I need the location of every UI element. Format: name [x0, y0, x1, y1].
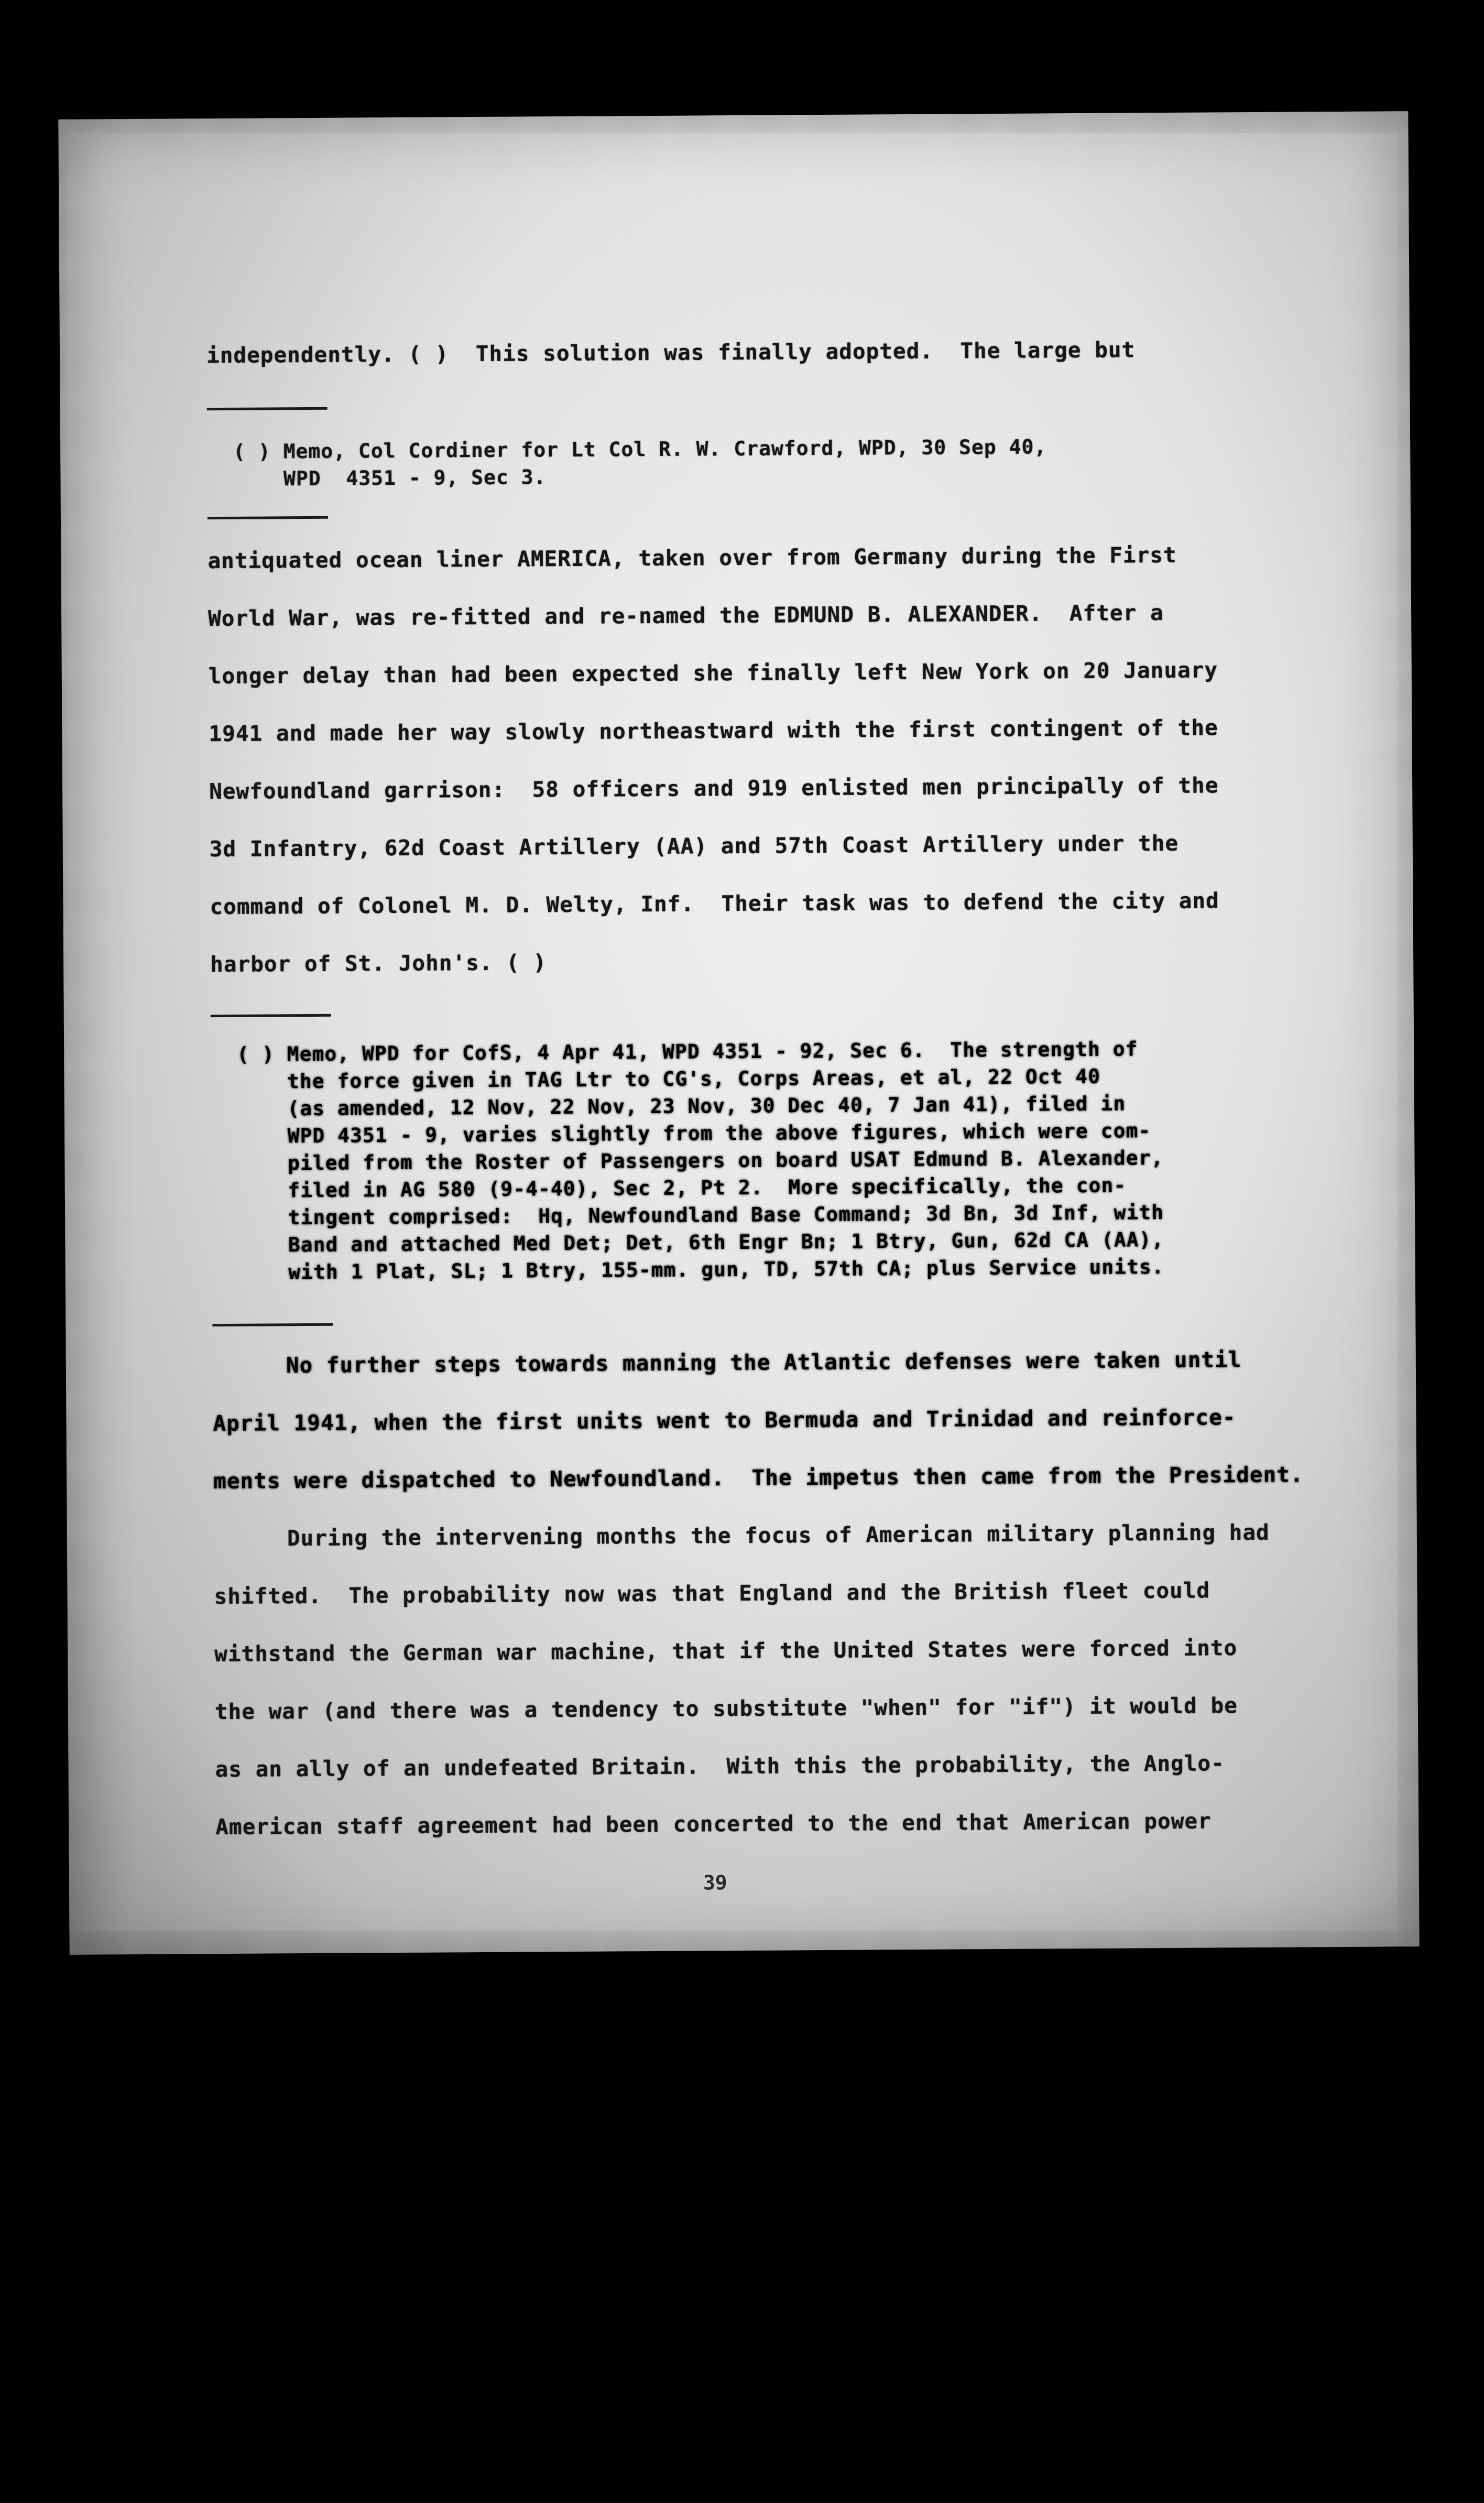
footnote-rule-1 — [207, 407, 328, 410]
body-line-2: antiquated ocean liner AMERICA, taken over from Germany during the First — [208, 542, 1177, 574]
footnote-1-line-1: ( ) Memo, Col Cordiner for Lt Col R. W. Crawford, WPD, 30 Sep 40, — [233, 435, 1047, 463]
footnote-rule-4 — [212, 1323, 333, 1326]
body-line-13: During the intervening months the focus of American military planning had — [287, 1519, 1270, 1551]
body-line-17: as an ally of an undefeated Britain. With this the probability, the Anglo- — [215, 1750, 1225, 1782]
body-line-12: ments were dispatched to Newfoundland. The impetus then came from the President. — [213, 1462, 1304, 1494]
footnote-2-line-9: with 1 Plat, SL; 1 Btry, 155-mm. gun, TD, 57th CA; plus Service units. — [238, 1255, 1164, 1284]
body-line-11: April 1941, when the first units went to Bermuda and Trinidad and reinforce- — [213, 1405, 1236, 1436]
footnote-2-line-4: WPD 4351 - 9, varies slightly from the above figures, which were com- — [237, 1119, 1151, 1148]
footnote-2-line-3: (as amended, 12 Nov, 22 Nov, 23 Nov, 30 Dec 40, 7 Jan 41), filed in — [237, 1092, 1126, 1120]
footnote-1-line-2: WPD 4351 - 9, Sec 3. — [233, 465, 547, 491]
body-line-3: World War, was re-fitted and re-named the EDMUND B. ALEXANDER. After a — [208, 600, 1164, 632]
footnote-2-line-5: piled from the Roster of Passengers on board USAT Edmund B. Alexander, — [237, 1146, 1164, 1175]
footnote-2-line-6: filed in AG 580 (9-4-40), Sec 2, Pt 2. More specifically, the con- — [237, 1173, 1127, 1202]
document-page — [58, 111, 1419, 1955]
body-line-15: withstand the German war machine, that if the United States were forced into — [214, 1635, 1238, 1667]
body-line-1: independently. ( ) This solution was finally adopted. The large but — [206, 337, 1136, 368]
body-line-4: longer delay than had been expected she finally left New York on 20 January — [208, 657, 1218, 689]
footnote-rule-2 — [208, 516, 328, 519]
body-line-7: 3d Infantry, 62d Coast Artillery (AA) and 57th Coast Artillery under the — [209, 830, 1179, 862]
footnote-2-line-1: ( ) Memo, WPD for CofS, 4 Apr 41, WPD 4351 - 92, Sec 6. The strength of — [237, 1037, 1138, 1066]
footnote-2-line-7: tingent comprised: Hq, Newfoundland Base Command; 3d Bn, 3d Inf, with — [238, 1201, 1164, 1229]
footnote-2-line-2: the force given in TAG Ltr to CG's, Corps Areas, et al, 22 Oct 40 — [237, 1064, 1101, 1093]
body-line-9: harbor of St. John's. ( ) — [210, 950, 547, 977]
footnote-rule-3 — [211, 1014, 331, 1017]
body-line-8: command of Colonel M. D. Welty, Inf. Their task was to defend the city and — [210, 888, 1219, 920]
body-line-16: the war (and there was a tendency to substitute "when" for "if") it would be — [214, 1693, 1238, 1725]
body-line-6: Newfoundland garrison: 58 officers and 919 enlisted men principally of the — [209, 772, 1219, 804]
body-line-18: American staff agreement had been concerted to the end that American power — [215, 1808, 1212, 1840]
body-line-10: No further steps towards manning the Atlantic defenses were taken until — [286, 1347, 1242, 1378]
body-line-14: shifted. The probability now was that England and the British fleet could — [214, 1577, 1210, 1609]
body-line-5: 1941 and made her way slowly northeastward with the first contingent of the — [209, 715, 1218, 747]
footnote-2-line-8: Band and attached Med Det; Det, 6th Engr Bn; 1 Btry, Gun, 62d CA (AA), — [238, 1228, 1164, 1257]
page-number: 39 — [703, 1871, 727, 1895]
